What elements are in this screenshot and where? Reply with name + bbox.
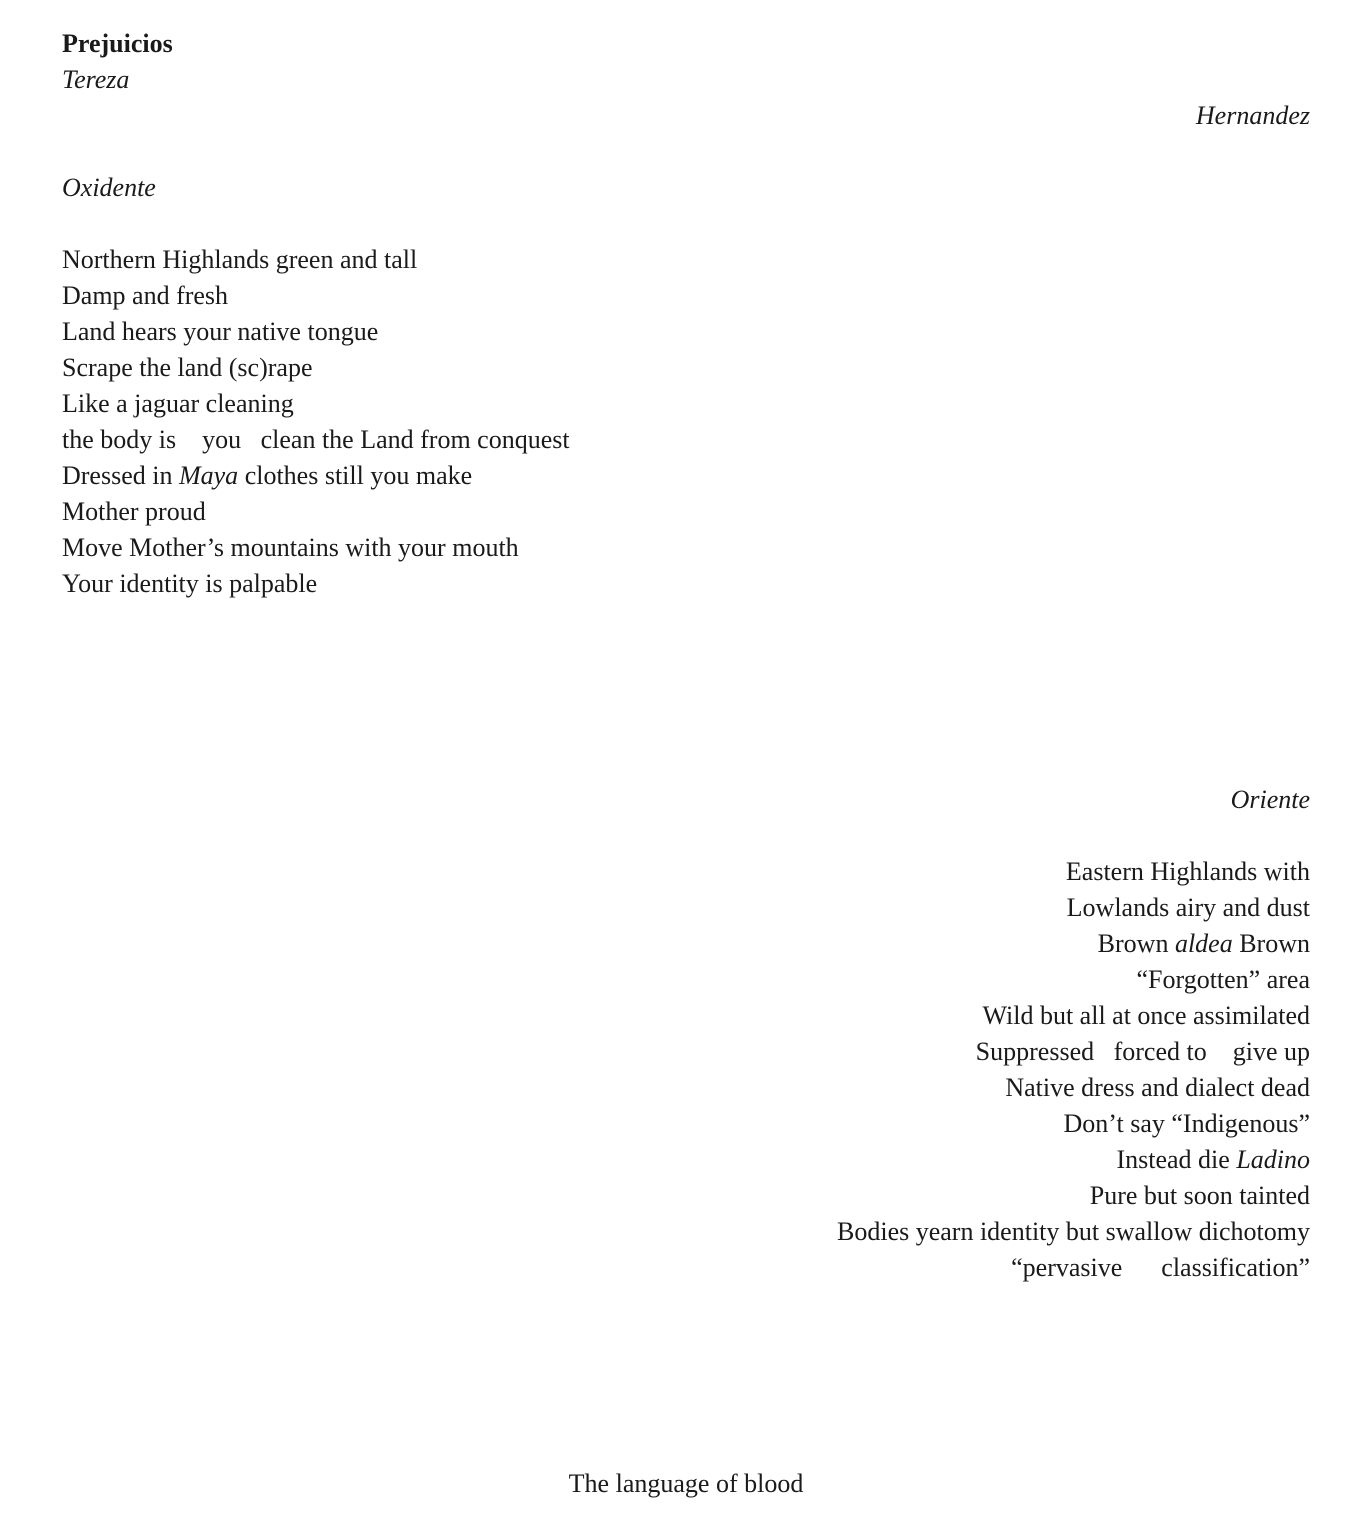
poem-text: Eastern Highlands with (1065, 857, 1310, 886)
poem-text: Move Mother’s mountains with your mouth (62, 533, 519, 562)
spacer (62, 1286, 1310, 1466)
author-last-name: Hernandez (1195, 101, 1310, 130)
poem-text: Northern Highlands green and tall (62, 245, 418, 274)
poem-line (62, 422, 1310, 458)
poem-line (62, 1142, 1310, 1178)
poem-line (62, 1250, 1310, 1286)
stanza-oxidente (62, 242, 1310, 602)
poem-line (62, 566, 1310, 602)
poem-text: Scrape the land (sc)rape (62, 353, 313, 382)
poem-text: Damp and fresh (62, 281, 229, 310)
section-heading-oxidente: Oxidente (62, 173, 156, 202)
footer-line: The language of blood (568, 1469, 804, 1498)
section-heading-oriente: Oriente (1230, 785, 1310, 814)
poem-line (62, 962, 1310, 998)
poem-line (62, 926, 1310, 962)
poem-text: Brown (1232, 929, 1310, 958)
poem-text: the body is you clean the Land from conquest (62, 425, 570, 454)
poem-text: Don’t say “Indigenous” (1063, 1109, 1310, 1138)
poem-line (62, 494, 1310, 530)
poem-text: Instead die (1116, 1145, 1237, 1174)
spacer (62, 206, 1310, 242)
spacer (62, 818, 1310, 854)
poem-line (62, 1214, 1310, 1250)
poem-line (62, 530, 1310, 566)
spacer (62, 602, 1310, 782)
poem-line (62, 1106, 1310, 1142)
poem-line (62, 854, 1310, 890)
poem-text: Wild but all at once assimilated (982, 1001, 1310, 1030)
poem-word-italic: aldea (1174, 929, 1233, 958)
stanza-oriente (62, 854, 1310, 1286)
poem-text: Brown (1097, 929, 1175, 958)
poem-text: clothes still you make (238, 461, 473, 490)
poem-text: Suppressed forced to give up (975, 1037, 1310, 1066)
poem-text: Lowlands airy and dust (1066, 893, 1310, 922)
poem-line (62, 314, 1310, 350)
poem-text: Dressed in (62, 461, 179, 490)
author-first-name: Tereza (62, 65, 130, 94)
poem-text: Land hears your native tongue (62, 317, 379, 346)
poem-text: Like a jaguar cleaning (62, 389, 294, 418)
poem-text: “Forgotten” area (1136, 965, 1310, 994)
poem-text: Mother proud (62, 497, 206, 526)
poem-text: “pervasive classification” (1011, 1253, 1310, 1282)
poem-line (62, 386, 1310, 422)
poem-line (62, 458, 1310, 494)
poem-line (62, 890, 1310, 926)
poem-text: Pure but soon tainted (1089, 1181, 1310, 1210)
poem-text: Your identity is palpable (62, 569, 318, 598)
poem-line (62, 998, 1310, 1034)
poem-line (62, 1070, 1310, 1106)
poem-line (62, 242, 1310, 278)
poem-line (62, 278, 1310, 314)
poem-word-italic: Maya (178, 461, 239, 490)
poem-text: Bodies yearn identity but swallow dichotomy (837, 1217, 1310, 1246)
poem-text: Native dress and dialect dead (1005, 1073, 1310, 1102)
poem-line (62, 350, 1310, 386)
poem-line (62, 1178, 1310, 1214)
poem-title: Prejuicios (62, 29, 173, 58)
spacer (62, 134, 1310, 170)
poem-line (62, 1034, 1310, 1070)
poem-word-italic: Ladino (1236, 1145, 1310, 1174)
